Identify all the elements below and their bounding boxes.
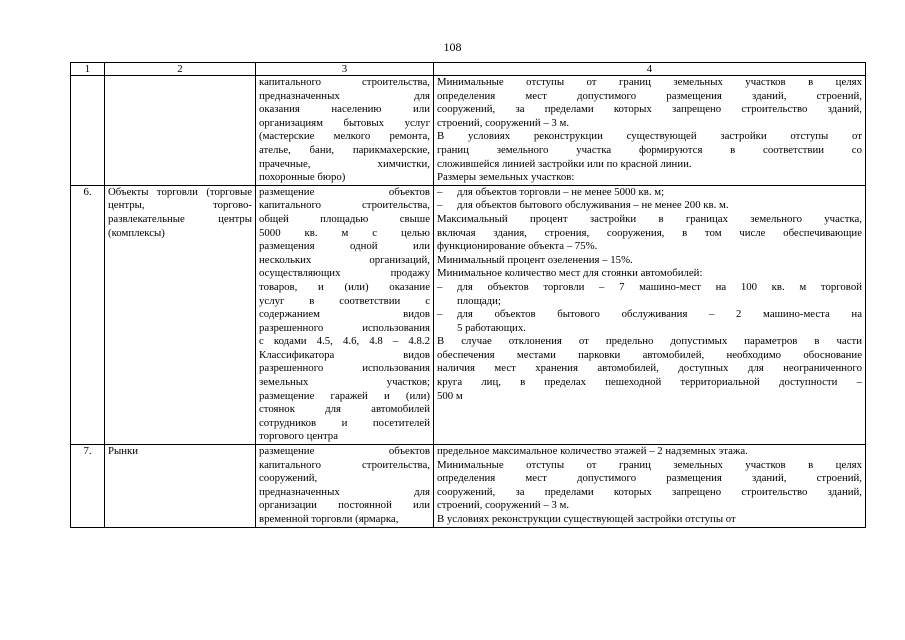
text-line: строений, сооружений – 3 м. — [437, 499, 570, 512]
text-line: прачечные, химчистки, — [259, 157, 430, 170]
text-line: Минимальный процент озеленения – 15%. — [437, 253, 633, 266]
text-line: для объектов торговли – 7 машино-мест на 100 кв. м торговой — [457, 280, 862, 293]
text-line: развлекательные центры — [108, 212, 252, 225]
table-row — [71, 76, 866, 186]
text-line: предназначенных для — [259, 485, 430, 498]
text-line: капитального строительства, — [259, 199, 430, 212]
text-line: с кодами 4.5, 4.6, 4.8 – 4.8.2 — [259, 335, 430, 348]
text-line: нескольких организаций, — [259, 253, 430, 266]
row-number-cell: 6. — [71, 185, 105, 444]
text-line: (комплексы) — [108, 226, 165, 239]
paragraph — [437, 267, 862, 281]
text-line: предназначенных для — [259, 89, 430, 102]
paragraph — [437, 254, 862, 268]
header-cell-2: 2 — [105, 63, 256, 76]
dash-list-item — [437, 308, 862, 335]
zoning-regulations-table — [70, 62, 866, 528]
text-line: размещения одной или — [259, 240, 430, 253]
row-number-cell: 7. — [71, 445, 105, 528]
text-line: 500 м — [437, 389, 463, 402]
text-line: 5000 кв. м с целью — [259, 226, 430, 239]
dash-list-item — [437, 281, 862, 308]
text-line: (мастерские мелкого ремонта, — [259, 130, 430, 143]
dash-list-item — [437, 199, 862, 213]
text-line: предельное максимальное количество этажей – 2 надземных этажа. — [437, 445, 748, 458]
text-line: границ земельного участка формируются в соответствии со — [437, 143, 862, 156]
text-line: размещение объектов — [259, 185, 430, 198]
row-number-cell — [71, 76, 105, 186]
paragraph — [437, 335, 862, 403]
table-row — [71, 445, 866, 528]
text-line: В условиях реконструкции существующей застройки отступы от — [437, 130, 862, 143]
text-line: разрешенного использования — [259, 321, 430, 334]
text-line: сложившейся линией застройки или по красной линии. — [437, 157, 692, 170]
paragraph — [437, 76, 862, 130]
text-line: Максимальный процент застройки в границах земельного участка, — [437, 212, 862, 225]
text-line: площади; — [457, 294, 501, 307]
text-line: общей площадью свыше — [259, 212, 430, 225]
permitted-use-cell — [256, 76, 434, 186]
text-line: сооружений, — [259, 472, 318, 485]
text-line: капитального строительства, — [259, 458, 430, 471]
text-line: товаров, и (или) оказание — [259, 280, 430, 293]
text-line: сооружений, за пределами которых запрещено строительство зданий, — [437, 485, 862, 498]
parameters-cell — [434, 76, 866, 186]
text-line: 5 работающих. — [457, 321, 526, 334]
parameters-cell — [434, 445, 866, 528]
text-line: сотрудников и посетителей — [259, 416, 430, 429]
text-line: организации постоянной или — [259, 499, 430, 512]
text-line: включая здания, строения, сооружения, в том числе обеспечивающие — [437, 226, 862, 239]
dash-bullet-icon: – — [437, 280, 443, 293]
text-line: Классификатора видов — [259, 348, 430, 361]
header-cell-1: 1 — [71, 63, 105, 76]
header-cell-3: 3 — [256, 63, 434, 76]
text-line: Размеры земельных участков: — [437, 171, 575, 184]
dash-list-item — [437, 186, 862, 200]
paragraph — [437, 213, 862, 254]
text-line: оказания населению или — [259, 103, 430, 116]
paragraph — [437, 171, 862, 185]
text-line: для объектов бытового обслуживания – 2 машино-места на — [457, 308, 862, 321]
paragraph — [437, 445, 862, 459]
object-name-cell — [105, 185, 256, 444]
text-line: функционирование объекта – 75%. — [437, 240, 598, 253]
parameters-cell — [434, 185, 866, 444]
text-line: стоянок для автомобилей — [259, 403, 430, 416]
text-line: размещение гаражей и (или) — [259, 389, 430, 402]
text-line: организациям бытовых услуг — [259, 116, 430, 129]
paragraph — [437, 459, 862, 513]
text-line: осуществляющих продажу — [259, 267, 430, 280]
page-number: 108 — [443, 40, 462, 54]
text-line: наличия мест хранения автомобилей, доступных для неограниченного — [437, 362, 862, 375]
text-line: капитального строительства, — [259, 76, 430, 88]
text-line: В условиях реконструкции существующей застройки отступы от — [437, 513, 736, 525]
text-line: Минимальные отступы от границ земельных участков в целях — [437, 458, 862, 471]
text-line: торгового центра — [259, 430, 338, 443]
table-header-row — [71, 63, 866, 76]
text-line: содержанием видов — [259, 308, 430, 321]
text-line: центры, торгово- — [108, 199, 252, 212]
paragraph — [437, 513, 862, 527]
text-line: В случае отклонения от предельно допустимых параметров в части — [437, 335, 862, 348]
paragraph — [437, 130, 862, 171]
text-line: для объектов бытового обслуживания – не менее 200 кв. м. — [457, 199, 729, 212]
text-line: разрешенного использования — [259, 362, 430, 375]
dash-bullet-icon: – — [437, 308, 443, 321]
object-name-cell — [105, 76, 256, 186]
text-line: ателье, бани, парикмахерские, — [259, 143, 430, 156]
text-line: определения мест допустимого размещения зданий, строений, — [437, 89, 862, 102]
dash-bullet-icon: – — [437, 185, 443, 198]
text-line: строений, сооружений – 3 м. — [437, 116, 570, 129]
text-line: похоронные бюро) — [259, 171, 346, 184]
text-line: Минимальные отступы от границ земельных участков в целях — [437, 76, 862, 88]
text-line: временной торговли (ярмарка, — [259, 513, 399, 525]
text-line: размещение объектов — [259, 445, 430, 458]
text-line: для объектов торговли – не менее 5000 кв. м; — [457, 185, 665, 198]
text-line: услуг в соответствии с — [259, 294, 430, 307]
permitted-use-cell — [256, 445, 434, 528]
header-cell-4: 4 — [434, 63, 866, 76]
table-row — [71, 185, 866, 444]
text-line: определения мест допустимого размещения зданий, строений, — [437, 472, 862, 485]
text-line: Минимальное количество мест для стоянки автомобилей: — [437, 267, 703, 280]
text-line: Рынки — [108, 445, 139, 458]
text-line: сооружений, за пределами которых запрещено строительство зданий, — [437, 103, 862, 116]
dash-bullet-icon: – — [437, 199, 443, 212]
permitted-use-cell — [256, 185, 434, 444]
text-line: Объекты торговли (торговые — [108, 185, 252, 198]
text-line: обеспечения местами парковки автомобилей, необходимо обоснование — [437, 348, 862, 361]
object-name-cell — [105, 445, 256, 528]
text-line: земельных участков; — [259, 376, 430, 389]
text-line: круга лиц, в пределах пешеходной территориальной доступности – — [437, 376, 862, 389]
